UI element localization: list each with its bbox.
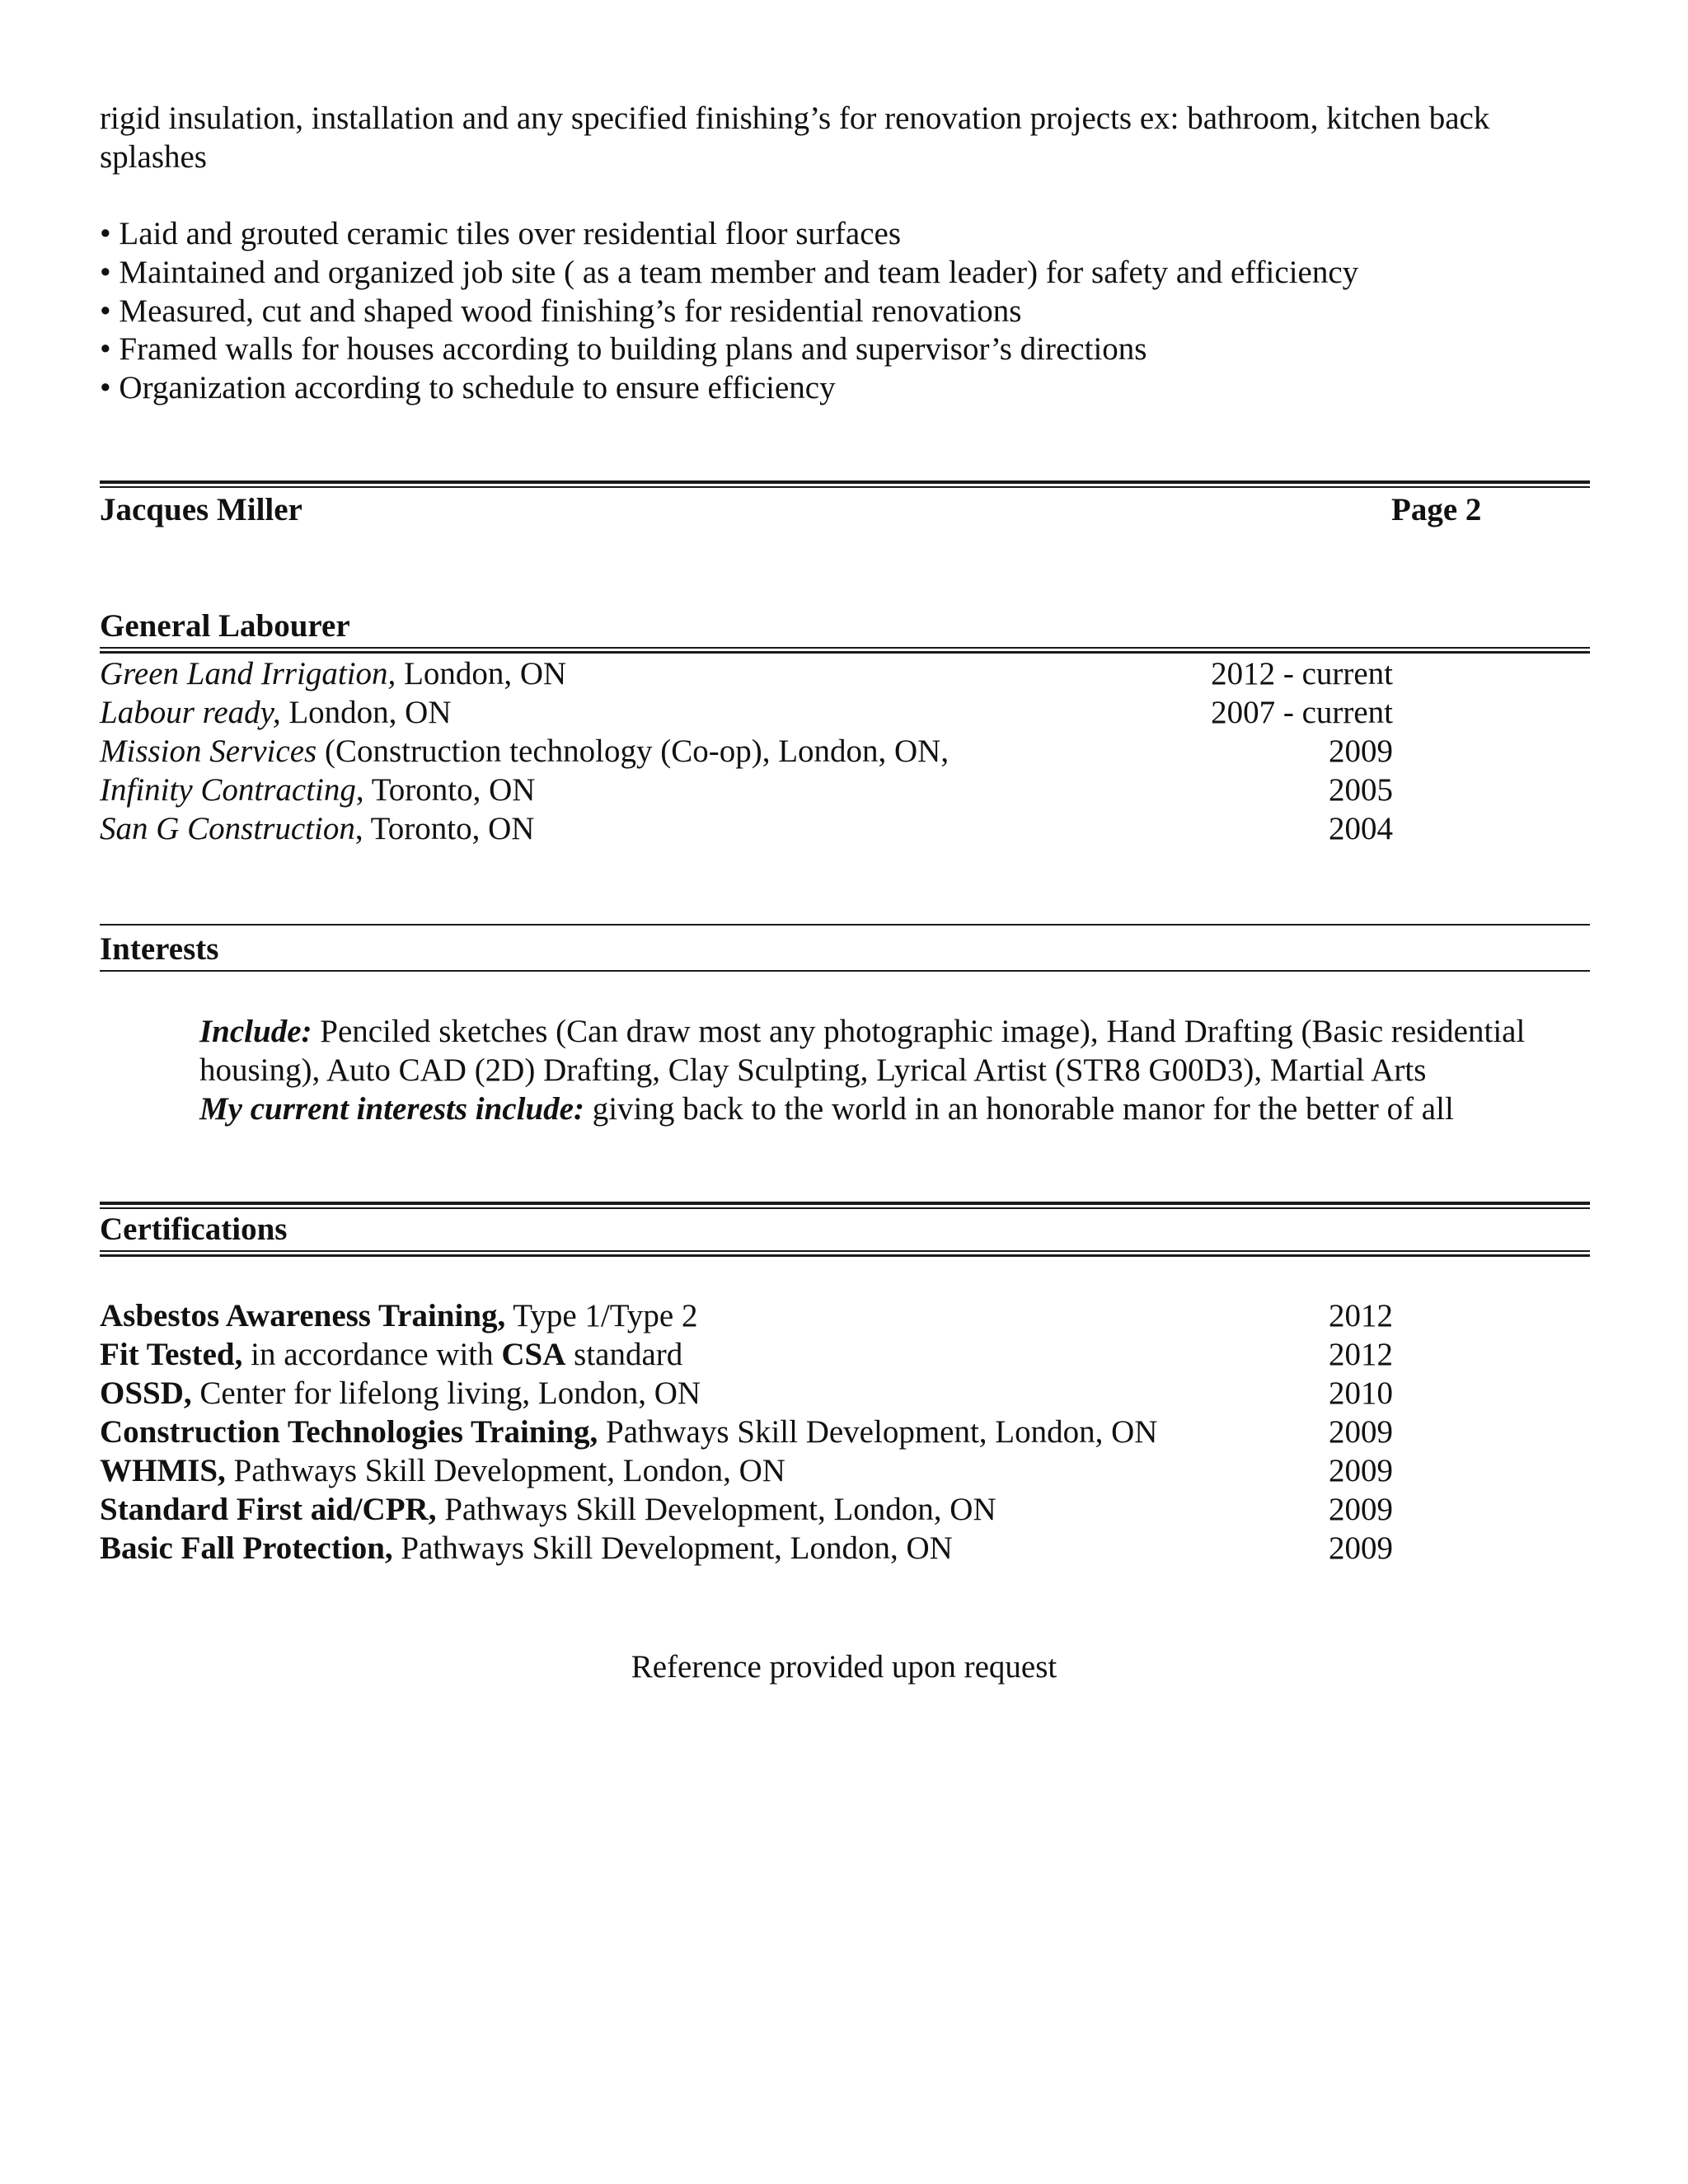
cert-detail: Pathways Skill Development, London, ON xyxy=(598,1414,1158,1450)
job-row xyxy=(100,654,566,693)
section-rule xyxy=(100,1254,1590,1257)
cert-detail-bold: CSA xyxy=(501,1337,566,1372)
cert-year: 2010 xyxy=(1329,1376,1393,1411)
section-rule xyxy=(100,1207,1590,1209)
job-years: 2007 - current xyxy=(1211,695,1393,730)
section-title-labourer: General Labourer xyxy=(100,608,350,644)
certification-row xyxy=(100,1529,953,1568)
section-rule xyxy=(100,924,1590,926)
job-company: Labour ready, xyxy=(100,695,281,730)
section-rule xyxy=(100,1250,1590,1252)
list-item: • Maintained and organized job site ( as a team member and team leader) for safety and efficiency xyxy=(100,255,1359,290)
job-location: , Toronto, ON xyxy=(354,811,535,846)
job-location: , Toronto, ON xyxy=(355,772,536,808)
certification-row xyxy=(100,1490,996,1529)
job-location: (Construction technology (Co-op), London, ON, xyxy=(316,733,950,769)
interests-include xyxy=(199,1012,1584,1090)
interests-body xyxy=(199,1012,1584,1128)
section-title-certifications: Certifications xyxy=(100,1212,288,1247)
cert-name: Construction Technologies Training, xyxy=(100,1414,598,1450)
cert-name: Basic Fall Protection, xyxy=(100,1530,393,1566)
section-rule xyxy=(100,970,1590,972)
cert-detail-after: standard xyxy=(565,1337,683,1372)
job-years: 2005 xyxy=(1329,772,1393,808)
cert-detail: in accordance with xyxy=(242,1337,502,1372)
job-company: Infinity Contracting xyxy=(100,772,356,808)
list-item: • Measured, cut and shaped wood finishing’s for residential renovations xyxy=(100,293,1022,329)
cert-year: 2012 xyxy=(1329,1337,1393,1372)
list-item: • Organization according to schedule to ensure efficiency xyxy=(100,370,836,405)
section-rule xyxy=(100,1202,1590,1205)
current-text: giving back to the world in an honorable manor for the better of all xyxy=(584,1091,1454,1127)
header-rule-bottom xyxy=(100,486,1590,488)
current-label: My current interests include: xyxy=(199,1091,584,1127)
header-name: Jacques Miller xyxy=(100,492,302,527)
cert-year: 2009 xyxy=(1329,1453,1393,1488)
cert-detail: Pathways Skill Development, London, ON xyxy=(436,1492,996,1527)
list-item: • Laid and grouted ceramic tiles over residential floor surfaces xyxy=(100,216,902,251)
cert-year: 2009 xyxy=(1329,1492,1393,1527)
reference-note: Reference provided upon request xyxy=(631,1649,1057,1685)
certification-row xyxy=(100,1413,1157,1451)
certification-row xyxy=(100,1374,701,1413)
job-row xyxy=(100,771,535,809)
include-label: Include: xyxy=(199,1014,312,1049)
interests-current xyxy=(199,1090,1584,1128)
job-company: Green Land Irrigation, xyxy=(100,656,396,691)
job-company: Mission Services xyxy=(100,733,317,769)
cert-name: WHMIS, xyxy=(100,1453,226,1488)
cert-detail: Pathways Skill Development, London, ON xyxy=(392,1530,953,1566)
certification-row xyxy=(100,1335,682,1374)
cert-year: 2009 xyxy=(1329,1530,1393,1566)
list-item: • Framed walls for houses according to building plans and supervisor’s directions xyxy=(100,331,1147,367)
certification-row xyxy=(100,1296,697,1335)
cert-name: Fit Tested, xyxy=(100,1337,243,1372)
section-rule xyxy=(100,647,1590,649)
cert-detail: Type 1/Type 2 xyxy=(505,1298,698,1333)
section-rule xyxy=(100,651,1590,654)
job-row xyxy=(100,809,534,848)
intro-paragraph: rigid insulation, installation and any specified finishing’s for renovation projects ex: bathroom, kitchen back splashes xyxy=(100,101,1490,175)
cert-detail: Pathways Skill Development, London, ON xyxy=(225,1453,785,1488)
job-company: San G Construction xyxy=(100,811,355,846)
header-rule-top xyxy=(100,480,1590,484)
job-row xyxy=(100,732,949,771)
cert-year: 2012 xyxy=(1329,1298,1393,1333)
job-years: 2004 xyxy=(1329,811,1393,846)
job-location: London, ON xyxy=(396,656,567,691)
job-years: 2012 - current xyxy=(1211,656,1393,691)
page-number: Page 2 xyxy=(1391,492,1482,527)
cert-year: 2009 xyxy=(1329,1414,1393,1450)
cert-name: OSSD, xyxy=(100,1376,192,1411)
section-title-interests: Interests xyxy=(100,931,219,967)
job-location: London, ON xyxy=(280,695,452,730)
certification-row xyxy=(100,1451,785,1490)
cert-name: Standard First aid/CPR, xyxy=(100,1492,437,1527)
cert-detail: Center for lifelong living, London, ON xyxy=(191,1376,701,1411)
job-row xyxy=(100,693,451,732)
job-years: 2009 xyxy=(1329,733,1393,769)
include-text: Penciled sketches (Can draw most any photographic image), Hand Drafting (Basic residential housing), Auto CAD (2D) Drafting, Clay Sculpting, Lyrical Artist (STR8 G00D3), Martial Arts xyxy=(199,1014,1526,1088)
cert-name: Asbestos Awareness Training, xyxy=(100,1298,506,1333)
